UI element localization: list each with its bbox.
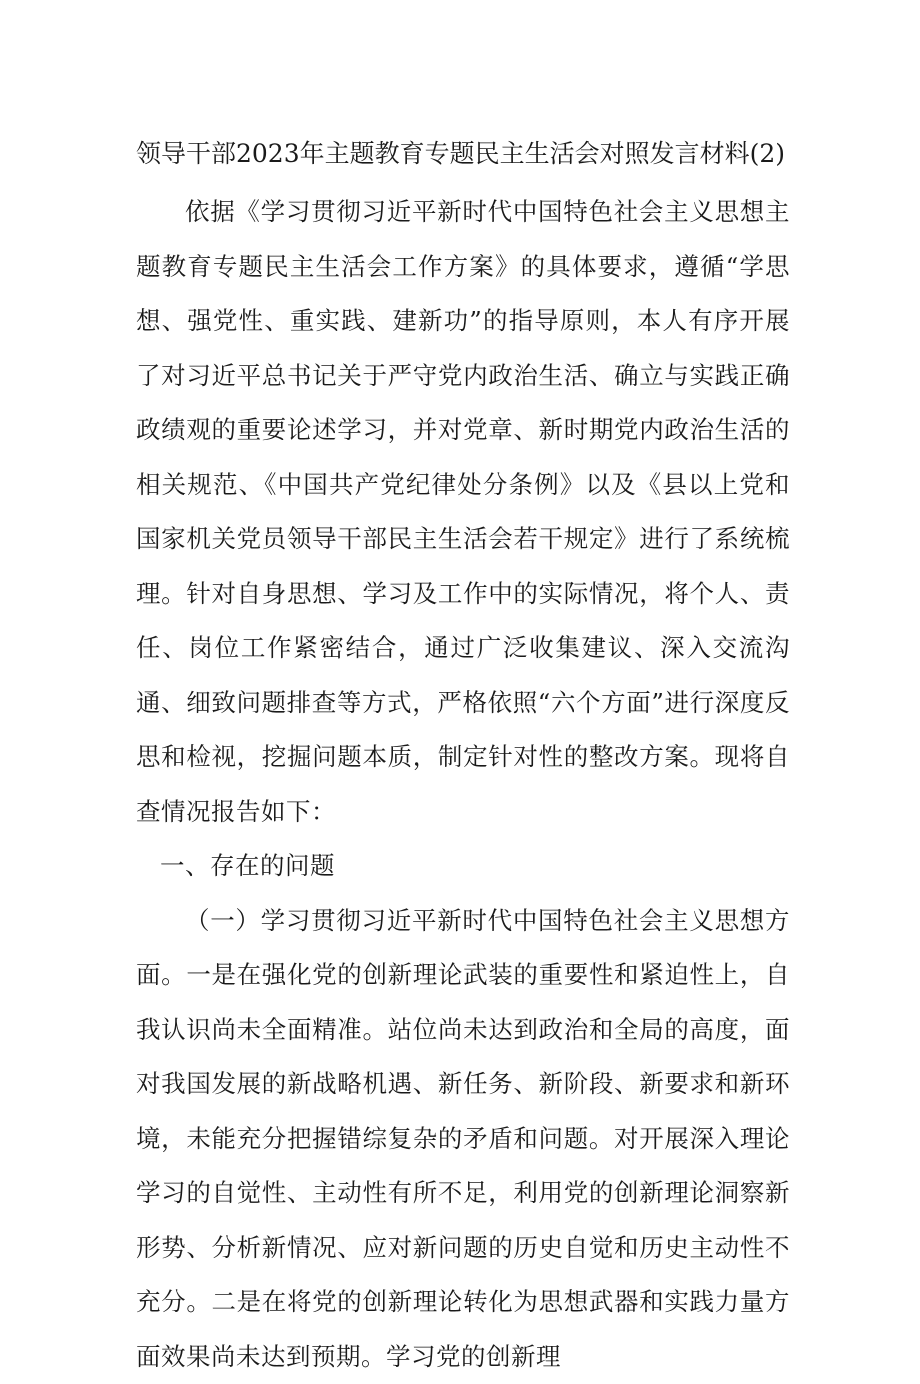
document-title: 领导干部2023年主题教育专题民主生活会对照发言材料(2) (136, 134, 836, 174)
section-heading: 一、存在的问题 (136, 839, 790, 894)
document-body (136, 185, 790, 1384)
subsection-paragraph: （一）学习贯彻习近平新时代中国特色社会主义思想方面。一是在强化党的创新理论武装的重要性和紧迫性上，自我认识尚未全面精准。站位尚未达到政治和全局的高度，面对我国发展的新战略机遇、新任务、新阶段、新要求和新环境，未能充分把握错综复杂的矛盾和问题。对开展深入理论学习的自觉性、主动性有所不足，利用党的创新理论洞察新形势、分析新情况、应对新问题的历史自觉和历史主动性不充分。二是在将党的创新理论转化为思想武器和实践力量方面效果尚未达到预期。学习党的创新理 (136, 894, 790, 1384)
intro-paragraph: 依据《学习贯彻习近平新时代中国特色社会主义思想主题教育专题民主生活会工作方案》的具体要求，遵循“学思想、强党性、重实践、建新功”的指导原则，本人有序开展了对习近平总书记关于严守党内政治生活、确立与实践正确政绩观的重要论述学习，并对党章、新时期党内政治生活的相关规范、《中国共产党纪律处分条例》以及《县以上党和国家机关党员领导干部民主生活会若干规定》进行了系统梳理。针对自身思想、学习及工作中的实际情况，将个人、责任、岗位工作紧密结合，通过广泛收集建议、深入交流沟通、细致问题排查等方式，严格依照“六个方面”进行深度反思和检视，挖掘问题本质，制定针对性的整改方案。现将自查情况报告如下： (136, 185, 790, 839)
